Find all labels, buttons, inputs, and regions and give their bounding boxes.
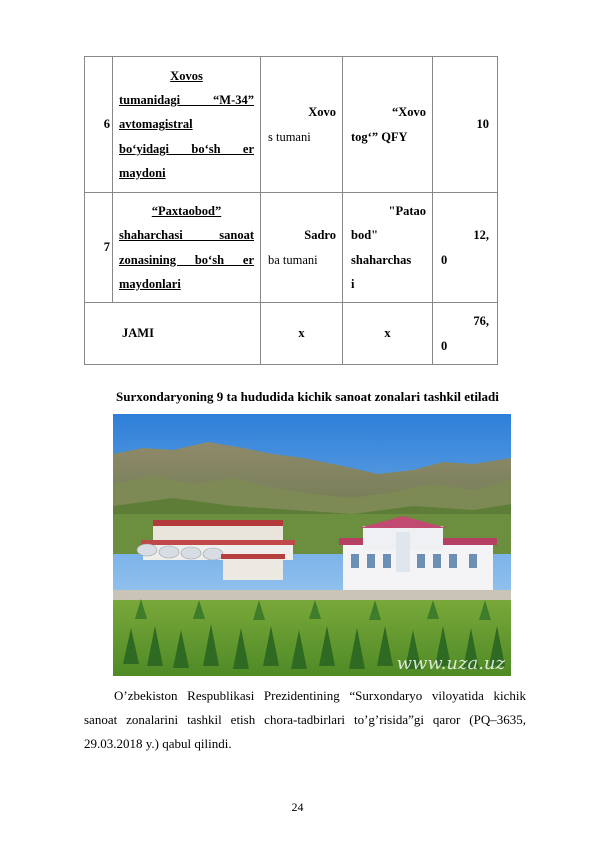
paragraph-line: 29.03.2018 y.) qabul qilindi.: [84, 736, 232, 751]
organization-line: i: [351, 276, 355, 291]
location-line: shaharchasi sanoat: [119, 228, 254, 243]
count-cell: [433, 193, 498, 303]
location-line: maydonlari: [119, 276, 181, 291]
industrial-zone-photo: [113, 414, 511, 676]
page-number: 24: [291, 800, 304, 814]
organization-cell: [343, 193, 433, 303]
district-line: Xovo: [308, 105, 336, 120]
location-title: “Paxtaobod”: [151, 203, 222, 218]
district-line: ba tumani: [268, 252, 318, 267]
location-cell: [113, 193, 261, 303]
location-line: maydoni: [119, 166, 166, 181]
location-body: [119, 223, 254, 296]
photo-watermark: www.uza.uz: [396, 653, 505, 674]
total-organization: x: [343, 303, 433, 365]
total-district: x: [261, 303, 343, 365]
location-body: [119, 88, 254, 186]
district-line: s tumani: [268, 129, 311, 144]
total-count: 0: [441, 338, 448, 353]
count-cell: [433, 57, 498, 193]
organization-line: tog‘” QFY: [351, 129, 408, 144]
district-cell: [261, 57, 343, 193]
table-row: [85, 57, 498, 193]
location-line: tumanidagi “M-34”: [119, 92, 254, 107]
paragraph-line: O’zbekiston Respublikasi Prezidentining “Surxondaryo viloyatida kichik: [114, 688, 526, 703]
total-count-cell: [433, 303, 498, 365]
count-value: 12,: [473, 228, 489, 243]
total-row: [85, 303, 498, 365]
zones-table: [84, 56, 498, 365]
organization-line: bod": [351, 228, 379, 243]
location-line: zonasining bo‘sh er: [119, 252, 254, 267]
table-row: [85, 193, 498, 303]
location-line: avtomagistral: [119, 117, 193, 132]
total-label: JAMI: [85, 303, 261, 365]
paragraph-line: sanoat zonalarini tashkil etish chora-tadbirlari to’g’risida”gi qaror (PQ–3635,: [84, 712, 526, 727]
location-cell: [113, 57, 261, 193]
location-line: bo‘yidagi bo‘sh er: [119, 141, 254, 156]
organization-cell: [343, 57, 433, 193]
body-paragraph: [84, 684, 526, 756]
count-value: 0: [441, 252, 448, 267]
row-number: 7: [85, 193, 113, 303]
location-title: Xovos: [170, 68, 203, 83]
organization-line: “Xovo: [391, 105, 426, 120]
district-cell: [261, 193, 343, 303]
district-line: Sadro: [304, 228, 336, 243]
count-value: 10: [476, 117, 489, 132]
total-count: 76,: [473, 314, 489, 329]
organization-line: shaharchas: [351, 252, 412, 267]
row-number: 6: [85, 57, 113, 193]
section-heading: Surxondaryoning 9 ta hududida kichik sanoat zonalari tashkil etiladi: [116, 389, 499, 404]
organization-line: "Patao: [388, 203, 426, 218]
